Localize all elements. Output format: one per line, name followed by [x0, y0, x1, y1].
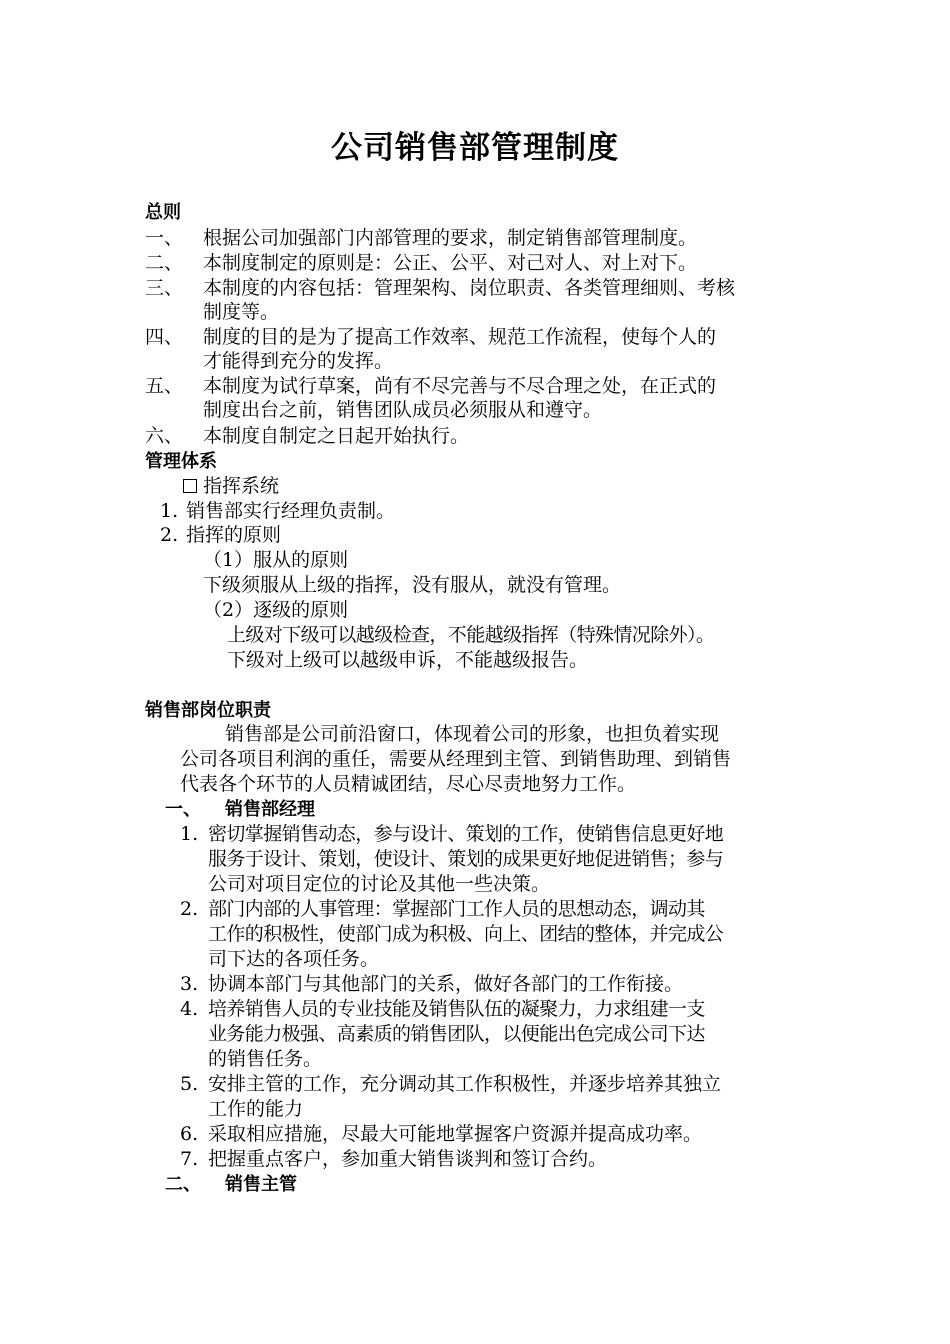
paragraph-line: 上级对下级可以越级检查，不能越级指挥（特殊情况除外）。 — [227, 624, 715, 646]
checkbox-square-icon — [183, 479, 197, 493]
paragraph-line: 公司各项目利润的重任，需要从经理到主管、到销售助理、到销售 — [180, 748, 732, 770]
list-item-text: 根据公司加强部门内部管理的要求，制定销售部管理制度。 — [203, 227, 698, 249]
list-item-text: 采取相应措施，尽最大可能地掌握客户资源并提高成功率。 — [208, 1123, 703, 1145]
paragraph-line: 销售部是公司前沿窗口，体现着公司的形象，也担负着实现 — [225, 723, 720, 745]
list-item-text: 服务于设计、策划，使设计、策划的成果更好地促进销售；参与 — [208, 848, 724, 870]
sub-heading: （1）服从的原则 — [203, 549, 349, 571]
list-item-text: 公司对项目定位的讨论及其他一些决策。 — [208, 873, 551, 895]
list-number: 4. — [180, 998, 199, 1020]
list-number: 2. — [180, 898, 199, 920]
list-item-text: 本制度为试行草案，尚有不尽完善与不尽合理之处，在正式的 — [203, 375, 717, 397]
list-item-text: 的销售任务。 — [208, 1048, 323, 1070]
section-heading-general: 总则 — [145, 202, 181, 223]
list-item-text: 才能得到充分的发挥。 — [203, 350, 394, 372]
list-number: 2. — [160, 524, 179, 546]
list-item-text: 工作的积极性，使部门成为积极、向上、团结的整体，并完成公 — [208, 923, 724, 945]
list-number: 五、 — [145, 375, 184, 397]
list-item-text: 制度出台之前，销售团队成员必须服从和遵守。 — [203, 399, 603, 421]
list-item-text: 司下达的各项任务。 — [208, 948, 380, 970]
list-number: 5. — [180, 1073, 199, 1095]
list-number: 三、 — [145, 277, 184, 299]
list-item-text: 本制度的内容包括：管理架构、岗位职责、各类管理细则、考核 — [203, 277, 736, 299]
list-number: 6. — [180, 1123, 199, 1145]
list-item-text: 把握重点客户，参加重大销售谈判和签订合约。 — [208, 1148, 608, 1170]
list-item-text: 本制度自制定之日起开始执行。 — [203, 425, 470, 447]
list-item-text: 工作的能力 — [208, 1098, 304, 1120]
list-item-text: 销售部实行经理负责制。 — [186, 500, 396, 522]
subsection-heading-supervisor: 销售主管 — [225, 1174, 297, 1195]
list-item-text: 安排主管的工作，充分调动其工作积极性，并逐步培养其独立 — [208, 1073, 722, 1095]
list-number: 7. — [180, 1148, 199, 1170]
document-title: 公司销售部管理制度 — [331, 130, 619, 166]
list-number: 1. — [160, 500, 179, 522]
list-number: 二、 — [145, 252, 184, 274]
list-number: 3. — [180, 973, 199, 995]
list-number: 一、 — [145, 227, 184, 249]
section-heading-duties: 销售部岗位职责 — [145, 700, 271, 721]
list-item-text: 本制度制定的原则是：公正、公平、对己对人、对上对下。 — [203, 252, 698, 274]
list-item-text: 业务能力极强、高素质的销售团队，以便能出色完成公司下达 — [208, 1023, 705, 1045]
list-item-text: 指挥的原则 — [186, 524, 282, 546]
bullet-text: 指挥系统 — [203, 475, 280, 497]
paragraph-line: 下级须服从上级的指挥，没有服从，就没有管理。 — [203, 574, 622, 596]
list-item-text: 制度等。 — [203, 301, 280, 323]
bullet-item — [183, 474, 279, 499]
list-number: 1. — [180, 823, 199, 845]
section-heading-system: 管理体系 — [145, 451, 217, 472]
list-number: 六、 — [145, 425, 184, 447]
subsection-number: 二、 — [165, 1174, 201, 1195]
list-item-text: 密切掌握销售动态，参与设计、策划的工作，使销售信息更好地 — [208, 823, 724, 845]
list-item-text: 制度的目的是为了提高工作效率、规范工作流程，使每个人的 — [203, 326, 717, 348]
list-item-text: 培养销售人员的专业技能及销售队伍的凝聚力，力求组建一支 — [208, 998, 705, 1020]
paragraph-line: 下级对上级可以越级申诉，不能越级报告。 — [227, 649, 589, 671]
paragraph-line: 代表各个环节的人员精诚团结，尽心尽责地努力工作。 — [180, 773, 637, 795]
subsection-heading-manager: 销售部经理 — [225, 799, 315, 820]
sub-heading: （2）逐级的原则 — [203, 599, 349, 621]
list-item-text: 部门内部的人事管理：掌握部门工作人员的思想动态，调动其 — [208, 898, 705, 920]
subsection-number: 一、 — [165, 799, 201, 820]
list-item-text: 协调本部门与其他部门的关系，做好各部门的工作衔接。 — [208, 973, 684, 995]
list-number: 四、 — [145, 326, 184, 348]
